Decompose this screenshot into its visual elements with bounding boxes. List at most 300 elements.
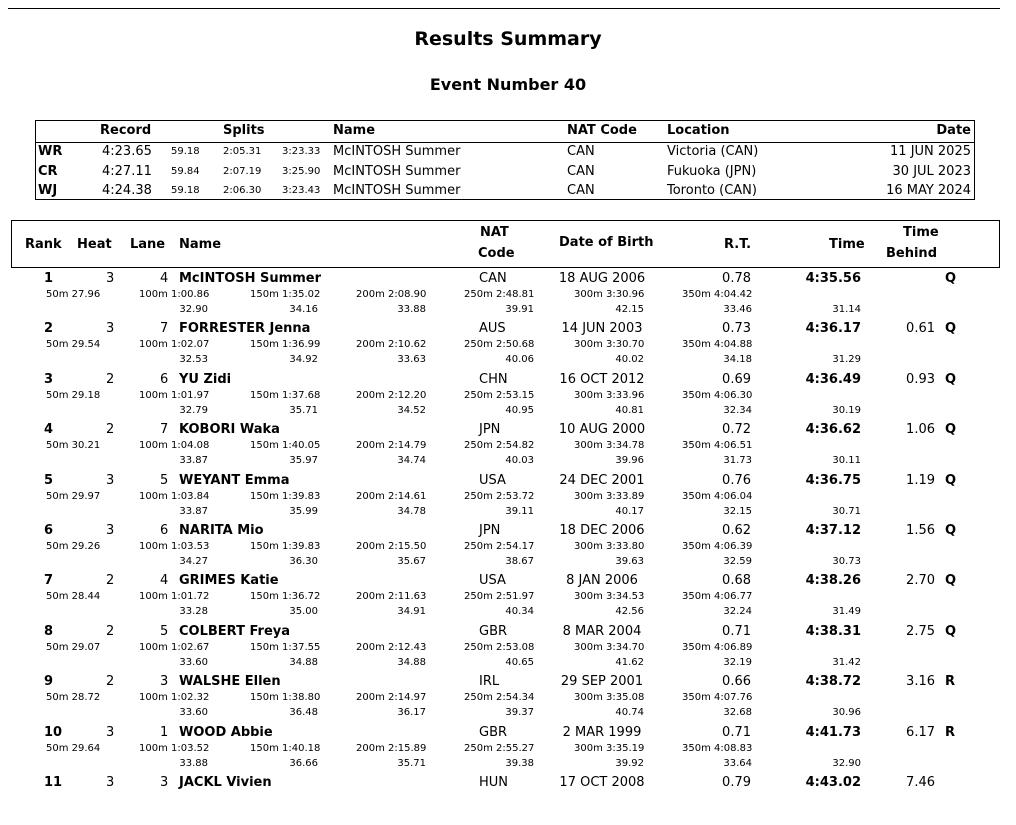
athlete-name: FORRESTER Jenna [179, 321, 311, 337]
lap-150: 34.88 [289, 656, 318, 668]
record-header: Record [100, 123, 152, 138]
split-300: 300m 3:35.08 [574, 692, 645, 704]
lap-300: 41.62 [615, 656, 644, 668]
lap-200: 34.52 [397, 404, 426, 416]
record-location: Fukuoka (JPN) [667, 163, 757, 179]
lane: 4 [160, 271, 169, 286]
split-350: 350m 4:04.42 [682, 289, 753, 300]
time-behind: 0.61 [906, 321, 935, 337]
record-split-2: 2:06.30 [223, 185, 262, 197]
final-time: 4:36.17 [805, 321, 861, 337]
heat: 3 [106, 472, 115, 488]
split-100: 100m 1:03.52 [139, 742, 210, 754]
nat-header-line1: NAT [480, 225, 509, 240]
lap-150: 36.48 [289, 707, 318, 719]
qualification-mark: Q [945, 472, 957, 488]
nat-code: GBR [479, 623, 508, 639]
lap-350: 33.46 [723, 304, 752, 315]
time-behind: 1.56 [906, 522, 935, 538]
record-row [36, 162, 974, 182]
lane: 6 [160, 522, 169, 538]
record-type: WJ [38, 183, 58, 199]
qualification-mark: R [945, 674, 956, 690]
reaction-time: 0.66 [722, 674, 751, 690]
qualification-mark: Q [945, 522, 957, 538]
heat: 3 [106, 724, 115, 740]
time-behind: 6.17 [906, 724, 935, 740]
record-split-3: 3:23.33 [282, 146, 321, 157]
split-350: 350m 4:06.04 [682, 490, 753, 502]
time-behind: 1.19 [906, 472, 935, 488]
heat: 3 [106, 271, 115, 286]
reaction-time: 0.78 [722, 271, 751, 286]
date-of-birth: 29 SEP 2001 [560, 674, 644, 690]
lap-400: 30.73 [832, 555, 861, 567]
lap-300: 40.17 [615, 505, 644, 517]
rank: 7 [44, 573, 54, 589]
split-350: 350m 4:08.83 [682, 742, 753, 754]
record-time: 4:23.65 [102, 144, 152, 159]
event-number: Event Number 40 [429, 75, 587, 94]
lap-300: 42.15 [615, 304, 644, 315]
rank: 6 [44, 522, 54, 538]
split-100: 100m 1:04.08 [139, 440, 210, 452]
lap-100: 33.60 [179, 707, 208, 719]
lane: 7 [160, 422, 169, 438]
lap-400: 31.49 [832, 606, 861, 618]
record-location: Toronto (CAN) [667, 183, 757, 199]
lap-100: 33.60 [179, 656, 208, 668]
lap-250: 40.06 [505, 354, 534, 366]
result-entry [0, 725, 1016, 775]
lap-350: 32.15 [723, 505, 752, 517]
result-entry [0, 372, 1016, 422]
split-300: 300m 3:30.96 [574, 289, 645, 300]
split-150: 150m 1:39.83 [250, 490, 321, 502]
lap-200: 33.88 [397, 304, 426, 315]
final-time: 4:38.26 [805, 573, 861, 589]
split-50: 50m 29.18 [46, 389, 101, 401]
final-time: 4:43.02 [805, 774, 861, 790]
split-200: 200m 2:14.61 [356, 490, 427, 502]
split-250: 250m 2:54.17 [464, 540, 535, 552]
split-350: 350m 4:06.77 [682, 591, 753, 603]
lap-400: 32.90 [832, 757, 861, 769]
reaction-time: 0.72 [722, 422, 751, 438]
lane: 5 [160, 472, 169, 488]
lane: 3 [160, 674, 169, 690]
split-100: 100m 1:02.67 [139, 641, 210, 653]
split-150: 150m 1:40.18 [250, 742, 321, 754]
date-of-birth: 18 DEC 2006 [559, 522, 645, 538]
heat: 2 [106, 674, 115, 690]
time-behind-header-line2: Behind [886, 246, 937, 261]
rank: 11 [44, 774, 63, 790]
qualification-mark: Q [945, 371, 957, 387]
name-header: Name [179, 237, 222, 252]
lap-350: 32.59 [723, 555, 752, 567]
split-300: 300m 3:34.78 [574, 440, 645, 452]
final-time: 4:36.75 [805, 472, 861, 488]
split-150: 150m 1:37.55 [250, 641, 321, 653]
split-350: 350m 4:06.30 [682, 389, 753, 401]
rank: 5 [44, 472, 54, 488]
result-entry [0, 674, 1016, 724]
record-split-2: 2:07.19 [223, 165, 262, 177]
athlete-name: NARITA Mio [179, 522, 264, 538]
record-split-3: 3:25.90 [282, 165, 321, 177]
record-row [36, 142, 974, 162]
time-behind: 7.46 [906, 774, 935, 790]
athlete-name: JACKL Vivien [179, 774, 272, 790]
dob-header: Date of Birth [559, 235, 654, 250]
result-entry [0, 422, 1016, 472]
record-type: WR [38, 144, 63, 159]
split-350: 350m 4:06.39 [682, 540, 753, 552]
date-of-birth: 17 OCT 2008 [559, 774, 645, 790]
split-350: 350m 4:04.88 [682, 339, 753, 351]
lap-250: 39.11 [505, 505, 534, 517]
date-of-birth: 8 MAR 2004 [562, 623, 642, 639]
record-type: CR [38, 163, 58, 179]
nat-code: GBR [479, 724, 508, 740]
lap-300: 40.81 [615, 404, 644, 416]
lap-200: 34.74 [397, 455, 426, 467]
name-header: Name [333, 123, 376, 138]
qualification-mark: Q [945, 271, 957, 286]
lap-100: 33.87 [179, 455, 208, 467]
lap-350: 32.19 [723, 656, 752, 668]
lap-300: 40.02 [615, 354, 644, 366]
reaction-time: 0.71 [722, 623, 751, 639]
athlete-name: McINTOSH Summer [179, 271, 321, 286]
athlete-name: WEYANT Emma [179, 472, 290, 488]
split-200: 200m 2:11.63 [356, 591, 427, 603]
nat-code: IRL [479, 674, 500, 690]
lane-header: Lane [130, 237, 166, 252]
lap-150: 35.00 [289, 606, 318, 618]
record-holder-name: McINTOSH Summer [333, 183, 461, 199]
split-250: 250m 2:53.72 [464, 490, 535, 502]
date-of-birth: 10 AUG 2000 [558, 422, 646, 438]
split-200: 200m 2:14.79 [356, 440, 427, 452]
reaction-time: 0.69 [722, 371, 751, 387]
nat-code-header: NAT Code [567, 123, 637, 138]
lap-150: 35.71 [289, 404, 318, 416]
final-time: 4:38.72 [805, 674, 861, 690]
nat-code: AUS [479, 321, 506, 337]
result-entry [0, 523, 1016, 573]
split-200: 200m 2:12.43 [356, 641, 427, 653]
split-250: 250m 2:55.27 [464, 742, 535, 754]
time-behind: 1.06 [906, 422, 935, 438]
split-50: 50m 29.26 [46, 540, 101, 552]
lap-100: 33.28 [179, 606, 208, 618]
time-behind: 2.70 [906, 573, 935, 589]
qualification-mark: Q [945, 422, 957, 438]
rank: 1 [44, 271, 54, 286]
qualification-mark: Q [945, 623, 957, 639]
reaction-time: 0.79 [722, 774, 751, 790]
heat: 3 [106, 522, 115, 538]
split-100: 100m 1:03.84 [139, 490, 210, 502]
lap-300: 39.96 [615, 455, 644, 467]
split-350: 350m 4:06.89 [682, 641, 753, 653]
split-250: 250m 2:54.34 [464, 692, 535, 704]
qualification-mark: Q [945, 573, 957, 589]
record-nat-code: CAN [567, 163, 595, 179]
athlete-name: COLBERT Freya [179, 623, 291, 639]
rank: 4 [44, 422, 54, 438]
lane: 4 [160, 573, 169, 589]
final-time: 4:35.56 [805, 271, 861, 286]
heat: 2 [106, 573, 115, 589]
lap-300: 40.74 [615, 707, 644, 719]
rt-header: R.T. [724, 237, 752, 252]
split-50: 50m 29.64 [46, 742, 101, 754]
final-time: 4:36.62 [805, 422, 861, 438]
lap-300: 42.56 [615, 606, 644, 618]
reaction-time: 0.62 [722, 522, 751, 538]
lane: 3 [160, 774, 169, 790]
nat-code: CAN [479, 271, 507, 286]
athlete-name: KOBORI Waka [179, 422, 280, 438]
split-100: 100m 1:02.07 [139, 339, 210, 351]
date-of-birth: 24 DEC 2001 [559, 472, 645, 488]
lap-150: 36.30 [289, 555, 318, 567]
split-150: 150m 1:38.80 [250, 692, 321, 704]
rank: 9 [44, 674, 54, 690]
lap-200: 35.71 [397, 757, 426, 769]
records-header [36, 123, 974, 143]
split-200: 200m 2:12.20 [356, 389, 427, 401]
lap-100: 32.90 [179, 304, 208, 315]
rank: 8 [44, 623, 54, 639]
lane: 5 [160, 623, 169, 639]
lap-200: 35.67 [397, 555, 426, 567]
split-200: 200m 2:15.50 [356, 540, 427, 552]
split-250: 250m 2:53.15 [464, 389, 535, 401]
nat-code: JPN [479, 522, 501, 538]
lap-300: 39.63 [615, 555, 644, 567]
lap-350: 33.64 [723, 757, 752, 769]
split-150: 150m 1:35.02 [250, 289, 321, 300]
result-entry [0, 271, 1016, 321]
nat-header-line2: Code [478, 246, 515, 261]
athlete-name: GRIMES Katie [179, 573, 279, 589]
split-300: 300m 3:34.53 [574, 591, 645, 603]
results-header [11, 220, 1000, 268]
lap-400: 30.19 [832, 404, 861, 416]
result-entry [0, 624, 1016, 674]
lap-400: 30.71 [832, 505, 861, 517]
lap-200: 36.17 [397, 707, 426, 719]
split-300: 300m 3:33.96 [574, 389, 645, 401]
lap-200: 33.63 [397, 354, 426, 366]
time-behind: 0.93 [906, 371, 935, 387]
lane: 6 [160, 371, 169, 387]
heat-header: Heat [77, 237, 112, 252]
lap-250: 38.67 [505, 555, 534, 567]
lap-250: 40.65 [505, 656, 534, 668]
rank: 3 [44, 371, 54, 387]
records-table [35, 120, 975, 200]
final-time: 4:37.12 [805, 522, 861, 538]
split-300: 300m 3:33.89 [574, 490, 645, 502]
split-350: 350m 4:06.51 [682, 440, 753, 452]
date-header: Date [936, 123, 971, 138]
lap-250: 40.03 [505, 455, 534, 467]
split-50: 50m 29.97 [46, 490, 101, 502]
split-100: 100m 1:02.32 [139, 692, 210, 704]
lap-400: 31.29 [832, 354, 861, 366]
split-50: 50m 28.72 [46, 692, 101, 704]
split-300: 300m 3:35.19 [574, 742, 645, 754]
split-100: 100m 1:01.72 [139, 591, 210, 603]
record-split-2: 2:05.31 [223, 146, 262, 157]
lap-150: 35.97 [289, 455, 318, 467]
record-row [36, 181, 974, 201]
lap-250: 39.38 [505, 757, 534, 769]
record-nat-code: CAN [567, 144, 595, 159]
record-time: 4:24.38 [102, 183, 152, 199]
split-50: 50m 29.54 [46, 339, 101, 351]
date-of-birth: 8 JAN 2006 [566, 573, 638, 589]
reaction-time: 0.71 [722, 724, 751, 740]
heat: 3 [106, 321, 115, 337]
split-200: 200m 2:15.89 [356, 742, 427, 754]
rank-header: Rank [25, 237, 62, 252]
split-250: 250m 2:53.08 [464, 641, 535, 653]
record-split-1: 59.18 [171, 185, 200, 197]
heat: 2 [106, 422, 115, 438]
record-date: 30 JUL 2023 [892, 163, 971, 179]
split-150: 150m 1:39.83 [250, 540, 321, 552]
lane: 1 [160, 724, 169, 740]
record-split-3: 3:23.43 [282, 185, 321, 197]
page-title: Results Summary [414, 28, 602, 50]
lap-400: 30.11 [832, 455, 861, 467]
nat-code: JPN [479, 422, 501, 438]
record-holder-name: McINTOSH Summer [333, 144, 461, 159]
heat: 2 [106, 371, 115, 387]
split-100: 100m 1:01.97 [139, 389, 210, 401]
lap-400: 30.96 [832, 707, 861, 719]
record-split-1: 59.18 [171, 146, 200, 157]
split-150: 150m 1:40.05 [250, 440, 321, 452]
split-250: 250m 2:50.68 [464, 339, 535, 351]
time-behind-header-line1: Time [903, 225, 939, 240]
split-150: 150m 1:36.72 [250, 591, 321, 603]
reaction-time: 0.68 [722, 573, 751, 589]
reaction-time: 0.73 [722, 321, 751, 337]
split-300: 300m 3:34.70 [574, 641, 645, 653]
final-time: 4:36.49 [805, 371, 861, 387]
record-holder-name: McINTOSH Summer [333, 163, 461, 179]
athlete-name: WALSHE Ellen [179, 674, 281, 690]
split-100: 100m 1:03.53 [139, 540, 210, 552]
lap-150: 34.92 [289, 354, 318, 366]
date-of-birth: 18 AUG 2006 [558, 271, 646, 286]
time-behind: 2.75 [906, 623, 935, 639]
results-list [0, 271, 1016, 825]
rank: 10 [44, 724, 63, 740]
result-entry [0, 573, 1016, 623]
split-200: 200m 2:10.62 [356, 339, 427, 351]
lap-350: 31.73 [723, 455, 752, 467]
record-location: Victoria (CAN) [667, 144, 759, 159]
lap-300: 39.92 [615, 757, 644, 769]
split-350: 350m 4:07.76 [682, 692, 753, 704]
lap-400: 31.42 [832, 656, 861, 668]
lap-100: 33.87 [179, 505, 208, 517]
split-250: 250m 2:51.97 [464, 591, 535, 603]
split-200: 200m 2:08.90 [356, 289, 427, 300]
result-entry [0, 321, 1016, 371]
nat-code: USA [479, 472, 506, 488]
lap-250: 39.91 [505, 304, 534, 315]
nat-code: CHN [479, 371, 508, 387]
record-split-1: 59.84 [171, 165, 200, 177]
record-time: 4:27.11 [102, 163, 152, 179]
lap-150: 36.66 [289, 757, 318, 769]
split-50: 50m 28.44 [46, 591, 101, 603]
time-header: Time [829, 237, 865, 252]
time-behind: 3.16 [906, 674, 935, 690]
split-50: 50m 30.21 [46, 440, 101, 452]
lap-250: 40.95 [505, 404, 534, 416]
lap-200: 34.91 [397, 606, 426, 618]
location-header: Location [667, 123, 730, 138]
lap-100: 32.53 [179, 354, 208, 366]
lap-250: 39.37 [505, 707, 534, 719]
splits-header: Splits [223, 123, 265, 138]
reaction-time: 0.76 [722, 472, 751, 488]
split-300: 300m 3:30.70 [574, 339, 645, 351]
split-200: 200m 2:14.97 [356, 692, 427, 704]
lap-100: 32.79 [179, 404, 208, 416]
date-of-birth: 16 OCT 2012 [559, 371, 645, 387]
split-150: 150m 1:37.68 [250, 389, 321, 401]
lap-350: 32.34 [723, 404, 752, 416]
split-250: 250m 2:48.81 [464, 289, 535, 300]
heat: 3 [106, 774, 115, 790]
qualification-mark: Q [945, 321, 957, 337]
final-time: 4:41.73 [805, 724, 861, 740]
result-entry [0, 473, 1016, 523]
final-time: 4:38.31 [805, 623, 861, 639]
lap-200: 34.78 [397, 505, 426, 517]
split-50: 50m 29.07 [46, 641, 101, 653]
date-of-birth: 14 JUN 2003 [561, 321, 643, 337]
lap-350: 34.18 [723, 354, 752, 366]
lap-250: 40.34 [505, 606, 534, 618]
split-100: 100m 1:00.86 [139, 289, 210, 300]
lap-100: 33.88 [179, 757, 208, 769]
date-of-birth: 2 MAR 1999 [562, 724, 642, 740]
rank: 2 [44, 321, 54, 337]
athlete-name: WOOD Abbie [179, 724, 273, 740]
lap-350: 32.68 [723, 707, 752, 719]
athlete-name: YU Zidi [179, 371, 232, 387]
lap-350: 32.24 [723, 606, 752, 618]
split-50: 50m 27.96 [46, 289, 101, 300]
nat-code: HUN [479, 774, 509, 790]
split-300: 300m 3:33.80 [574, 540, 645, 552]
record-nat-code: CAN [567, 183, 595, 199]
record-date: 16 MAY 2024 [886, 183, 971, 199]
split-150: 150m 1:36.99 [250, 339, 321, 351]
